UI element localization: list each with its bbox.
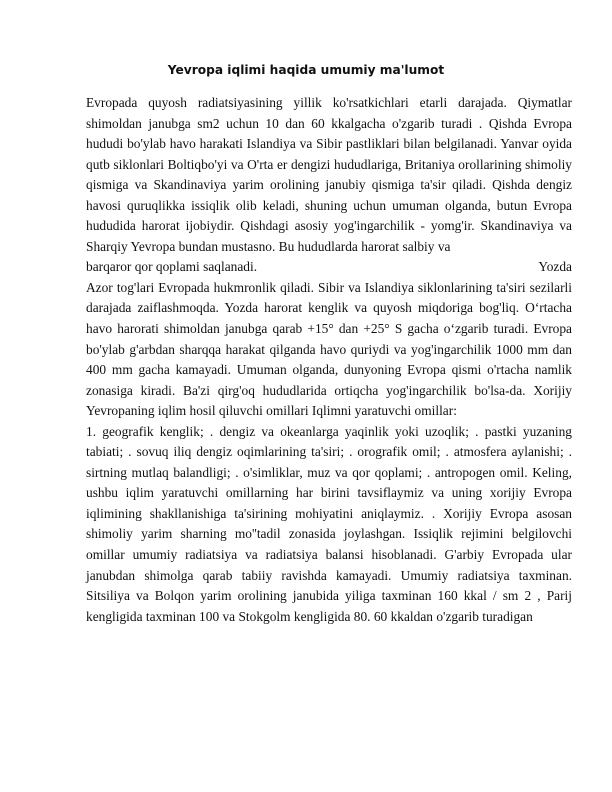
paragraph-3: 1. geografik kenglik; . dengiz va okeanlarga yaqinlik yoki uzoqlik; . pastki yuzaning tabiati; . sovuq iliq dengiz oqimlarining ta'siri; . orografik omil; . atmosfera aylanishi; . sirtning mutlaq balandligi; . o'simliklar, muz va qor qoplami; . antropogen omil. Keling, ushbu iqlim yaratuvchi omillarning har birini tavsiflaymiz va uning xorijiy Evropa iqlimining shakllanishiga ta'sirining mohiyatini aniqlaymiz. . Xorijiy Evropa asosan shimoliy yarim sharning mo''tadil zonasida joylashgan. Issiqlik rejimini belgilovchi omillar umumiy radiatsiya va radiatsiya balansi hisoblanadi. G'arbiy Evropada ular janubdan shimolga qarab tabiiy ravishda kamayadi. Umumiy radiatsiya taxminan. Sitsiliya va Bolqon yarim orolining janubida yiliga taxminan 160 kkal / sm 2 , Parij kengligida taxminan 100 va Stokgolm kengligida 80. 60 kkaldan o'zgarib turadigan (86, 423, 572, 624)
paragraph-1-last-line-left: barqaror qor qoplami saqlanadi. (86, 259, 258, 275)
page-title: Yevropa iqlimi haqida umumiy ma'lumot (167, 63, 445, 77)
paragraph-1-last-line (86, 257, 572, 278)
document-body (86, 93, 572, 627)
paragraph-2: Azor tog'lari Evropada hukmronlik qiladi. Sibir va Islandiya siklonlarining ta'siri sezilarli darajada zaiflashmoqda. Yozda harorat kenglik va quyosh miqdoriga bog'liq. O‘rtacha havo harorati shimoldan janubga qarab +15° dan +25° S gacha o‘zgarib turadi. Evropa bo'ylab g'arbdan sharqqa harakat qilganda havo quriydi va yog'ingarchilik 1000 mm dan 400 mm gacha kamayadi. Umuman olganda, dunyoning Evropa qismi o'rtacha namlik zonasiga kiradi. Ba'zi qirg'oq hududlarida ortiqcha yog'ingarchilik bo'lsa-da. Xorijiy Yevropaning iqlim hosil qiluvchi omillari Iqlimni yaratuvchi omillar: (86, 279, 572, 419)
paragraph-1-last-line-right: Yozda (538, 259, 572, 275)
paragraph-1: Evropada quyosh radiatsiyasining yillik ko'rsatkichlari etarli darajada. Qiymatlar shimoldan janubga sm2 uchun 10 dan 60 kkalgacha o'zgarib turadi . Qishda Evropa hududi bo'ylab havo harakati Islandiya va Sibir pastliklari bilan belgilanadi. Yanvar oyida qutb siklonlari Boltiqbo'yi va O'rta er dengizi hududlariga, Britaniya orollarining shimoliy qismiga va Skandinaviya yarim orolining janubiy qismiga ta'sir qiladi. Qishda dengiz havosi quruqlikka issiqlik olib keladi, shuning uchun umuman olganda, butun Evropa hududida harorat ijobiydir. Qishdagi asosiy yog'ingarchilik - yomg'ir. Skandinaviya va Sharqiy Yevropa bundan mustasno. Bu hududlarda harorat salbiy va (86, 95, 572, 254)
